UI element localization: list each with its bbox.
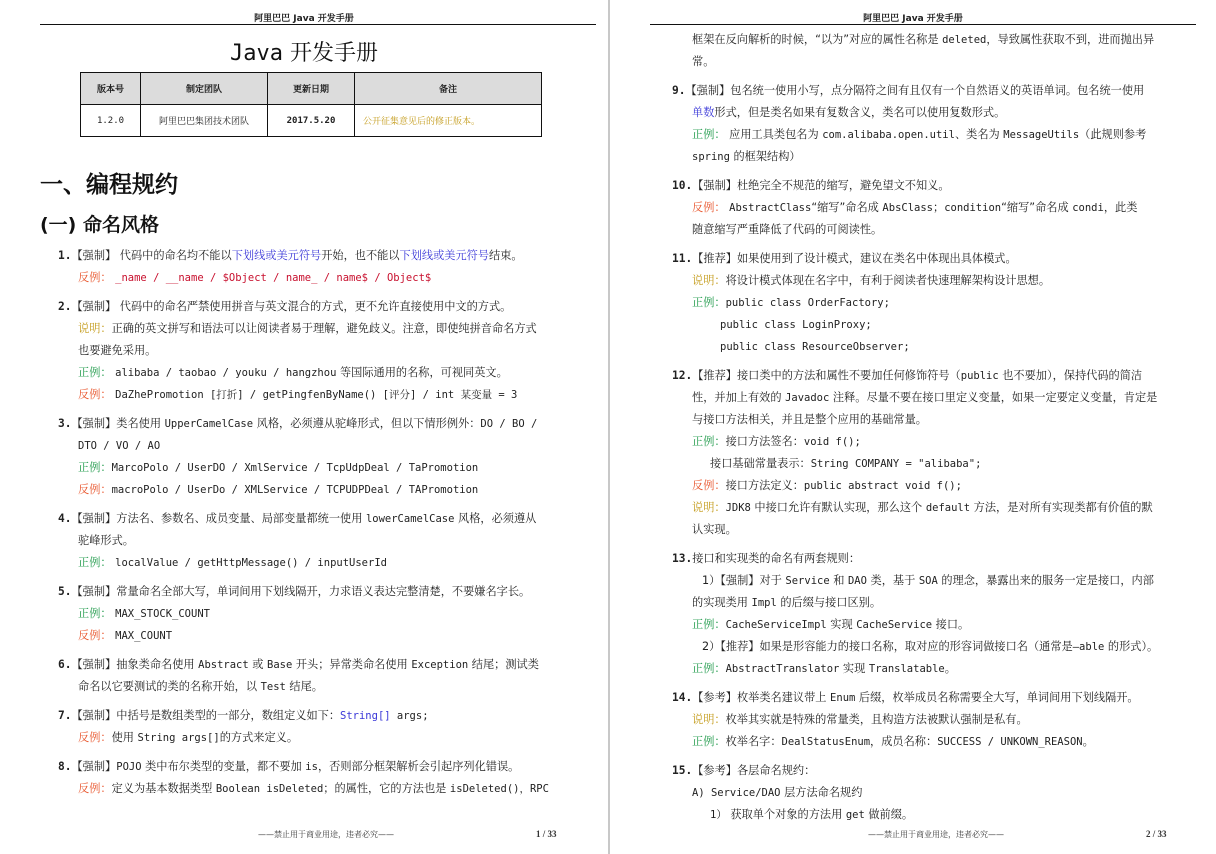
col-team: 制定团队	[141, 73, 268, 105]
bad-example-label: 反例：	[692, 479, 726, 492]
good-example-label: 正例：	[78, 461, 112, 474]
rule-13: 13.接口和实现类的命名有两套规则： 1）【强制】对于 Service 和 DAO 类，基于 SOA 的理念，暴露出来的服务一定是接口，内部 的实现类用 Impl 的后缀与接口区别。 正例：CacheServiceImpl 实现 CacheService 接口。 2）【推荐】如果是形容能力的接口名称，取对应的形容词做接口名（通常是–able 的形式）。 正例：AbstractTranslator 实现 Translatable。	[672, 552, 1159, 675]
rule-8: 8.【强制】POJO 类中布尔类型的变量，都不要加 is，否则部分框架解析会引起序列化错误。 反例：定义为基本数据类型 Boolean isDeleted；的属性，它的方法也是 isDeleted()，RPC	[58, 760, 549, 795]
rule-14: 14.【参考】枚举类名建议带上 Enum 后缀，枚举成员名称需要全大写，单词间用下划线隔开。 说明：枚举其实就是特殊的常量类，且构造方法被默认强制是私有。 正例：枚举名字：DealStatusEnum，成员名称：SUCCESS / UNKOWN_REASON。	[672, 691, 1139, 748]
good-example-label: 正例：	[692, 296, 726, 309]
running-header: 阿里巴巴 Java 开发手册	[254, 14, 354, 24]
note-label: 说明：	[692, 274, 726, 287]
bad-example-label: 反例：	[78, 483, 112, 496]
rule-tag: 【参考】	[692, 691, 737, 704]
highlight: 单数	[692, 106, 715, 119]
rule-tag: 【强制】	[71, 512, 117, 525]
rule-tag: 【强制】	[71, 658, 117, 671]
page-number: 2 / 33	[1146, 829, 1167, 839]
bad-example-label: 反例：	[78, 271, 112, 284]
rules-list-page-1	[58, 245, 583, 807]
rule-tag: 【推荐】	[692, 369, 737, 382]
rule-tag: 【推荐】	[692, 252, 737, 265]
cell-version: 1.2.0	[81, 105, 141, 137]
rule-tag: 【强制】	[71, 249, 117, 262]
rule-tag: 【强制】	[685, 84, 731, 97]
rule-12: 12.【推荐】接口类中的方法和属性不要加任何修饰符号（public 也不要加），保持代码的简洁 性，并加上有效的 Javadoc 注释。尽量不要在接口里定义变量，如果一定要定义变量，肯定是 与接口方法相关，并且是整个应用的基础常量。 正例：接口方法签名：void f(); 接口基础常量表示：String COMPANY = "alibaba"; 反例：接口方法定义：public abstract void f(); 说明：JDK8 中接口允许有默认实现，那么这个 default 方法，是对所有实现类都有价值的默 认实现。	[672, 369, 1158, 536]
good-example-label: 正例：	[692, 735, 726, 748]
chapter-title: 一、编程规约	[40, 172, 178, 198]
highlight: 下划线或美元符号	[399, 249, 490, 262]
highlight: 下划线或美元符号	[231, 249, 322, 262]
cell-date: 2017.5.20	[268, 105, 355, 137]
rule-2: 2.【强制】 代码中的命名严禁使用拼音与英文混合的方式，更不允许直接使用中文的方式。 说明：正确的英文拼写和语法可以让阅读者易于理解，避免歧义。注意，即使纯拼音命名方式 也要避免采用。 正例： alibaba / taobao / youku / hangzhou 等国际通用的名称，可视同英文。 反例： DaZhePromotion [打折] / getPingfenByName() [评分] / int 某变量 = 3	[58, 300, 537, 401]
rule-3: 3.【强制】类名使用 UpperCamelCase 风格，必须遵从驼峰形式，但以下情形例外：DO / BO / DTO / VO / AO 正例：MarcoPolo / UserDO / XmlService / TcpUdpDeal / TaPromotion 反例：macroPolo / UserDo / XMLService / TCPUDPDeal / TAPromotion	[58, 417, 538, 496]
good-example-label: 正例：	[692, 128, 726, 141]
good-example-label: 正例：	[692, 435, 726, 448]
version-table-row	[81, 105, 542, 137]
title-suffix: 开发手册	[282, 41, 378, 66]
col-version: 版本号	[81, 73, 141, 105]
note-label: 说明：	[78, 322, 112, 335]
good-example-label: 正例：	[692, 618, 726, 631]
footer-notice: ——禁止用于商业用途，违者必究——	[258, 830, 394, 839]
header-rule	[40, 24, 596, 25]
version-table	[80, 72, 542, 137]
section-title: (一) 命名风格	[40, 214, 159, 236]
rule-9: 9.【强制】包名统一使用小写，点分隔符之间有且仅有一个自然语义的英语单词。包名统一使用 单数形式，但是类名如果有复数含义，类名可以使用复数形式。 正例： 应用工具类包名为 com.alibaba.open.util、类名为 MessageUtils（此规则参考 spring 的框架结构）	[672, 84, 1147, 163]
rule-10: 10.【强制】杜绝完全不规范的缩写，避免望文不知义。 反例： AbstractClass“缩写”命名成 AbsClass；condition“缩写”命名成 condi，此类 随意缩写严重降低了代码的可阅读性。	[672, 179, 1138, 236]
version-table-header	[81, 73, 542, 105]
rule-15: 15.【参考】各层命名规约： A) Service/DAO 层方法命名规约 1） 获取单个对象的方法用 get 做前缀。	[672, 764, 914, 821]
bad-example-code: _name / __name / $Object / name_ / name$ / Object$	[115, 272, 432, 284]
rule-4: 4.【强制】方法名、参数名、成员变量、局部变量都统一使用 lowerCamelCase 风格，必须遵从 驼峰形式。 正例： localValue / getHttpMessage() / inputUserId	[58, 512, 537, 569]
rule-tag: 【强制】	[71, 300, 117, 313]
page-number: 1 / 33	[536, 829, 557, 839]
bad-example-label: 反例：	[692, 201, 726, 214]
good-example-label: 正例：	[78, 366, 112, 379]
rule-7: 7.【强制】中括号是数组类型的一部分，数组定义如下：String[] args; 反例：使用 String args[]的方式来定义。	[58, 709, 429, 744]
bad-example-label: 反例：	[78, 629, 112, 642]
rule-tag: 【强制】	[692, 179, 737, 192]
page-2	[610, 0, 1216, 854]
rule-8-continued: 框架在反向解析的时候，“以为”对应的属性名称是 deleted，导致属性获取不到，进而抛出异 常。	[692, 33, 1155, 68]
rules-list-page-2	[672, 29, 1197, 833]
header-rule	[650, 24, 1196, 25]
rule-5: 5.【强制】常量命名全部大写，单词间用下划线隔开，力求语义表达完整清楚，不要嫌名字长。 正例： MAX_STOCK_COUNT 反例： MAX_COUNT	[58, 585, 531, 642]
good-example-label: 正例：	[78, 607, 112, 620]
cell-team: 阿里巴巴集团技术团队	[141, 105, 268, 137]
rule-tag: 【强制】	[720, 574, 760, 587]
running-header: 阿里巴巴 Java 开发手册	[863, 14, 963, 24]
note-label: 说明：	[692, 713, 726, 726]
col-note: 备注	[355, 73, 542, 105]
title-prefix: Java	[230, 41, 283, 66]
rule-tag: 【强制】	[71, 417, 117, 430]
cell-note: 公开征集意见后的修正版本。	[355, 105, 542, 137]
document-title	[0, 36, 608, 67]
bad-example-label: 反例：	[78, 388, 112, 401]
note-label: 说明：	[692, 501, 726, 514]
footer-notice: ——禁止用于商业用途，违者必究——	[868, 830, 1004, 839]
rule-1: 1.【强制】 代码中的命名均不能以下划线或美元符号开始，也不能以下划线或美元符号结束。 反例： _name / __name / $Object / name_ / name$ / Object$	[58, 249, 523, 284]
good-example-label: 正例：	[692, 662, 726, 675]
good-example-label: 正例：	[78, 556, 112, 569]
rule-tag: 【强制】	[71, 760, 117, 773]
rule-tag: 【参考】	[692, 764, 737, 777]
col-date: 更新日期	[268, 73, 355, 105]
rule-tag: 【推荐】	[720, 640, 760, 653]
rule-6: 6.【强制】抽象类命名使用 Abstract 或 Base 开头；异常类命名使用 Exception 结尾；测试类 命名以它要测试的类的名称开始，以 Test 结尾。	[58, 658, 539, 693]
rule-tag: 【强制】	[71, 709, 117, 722]
rule-tag: 【强制】	[71, 585, 117, 598]
bad-example-label: 反例：	[78, 782, 112, 795]
bad-example-label: 反例：	[78, 731, 112, 744]
rule-11: 11.【推荐】如果使用到了设计模式，建议在类名中体现出具体模式。 说明：将设计模式体现在名字中，有利于阅读者快速理解架构设计思想。 正例：public class OrderFactory; public class LoginProxy; public class ResourceObserver;	[672, 252, 1051, 353]
